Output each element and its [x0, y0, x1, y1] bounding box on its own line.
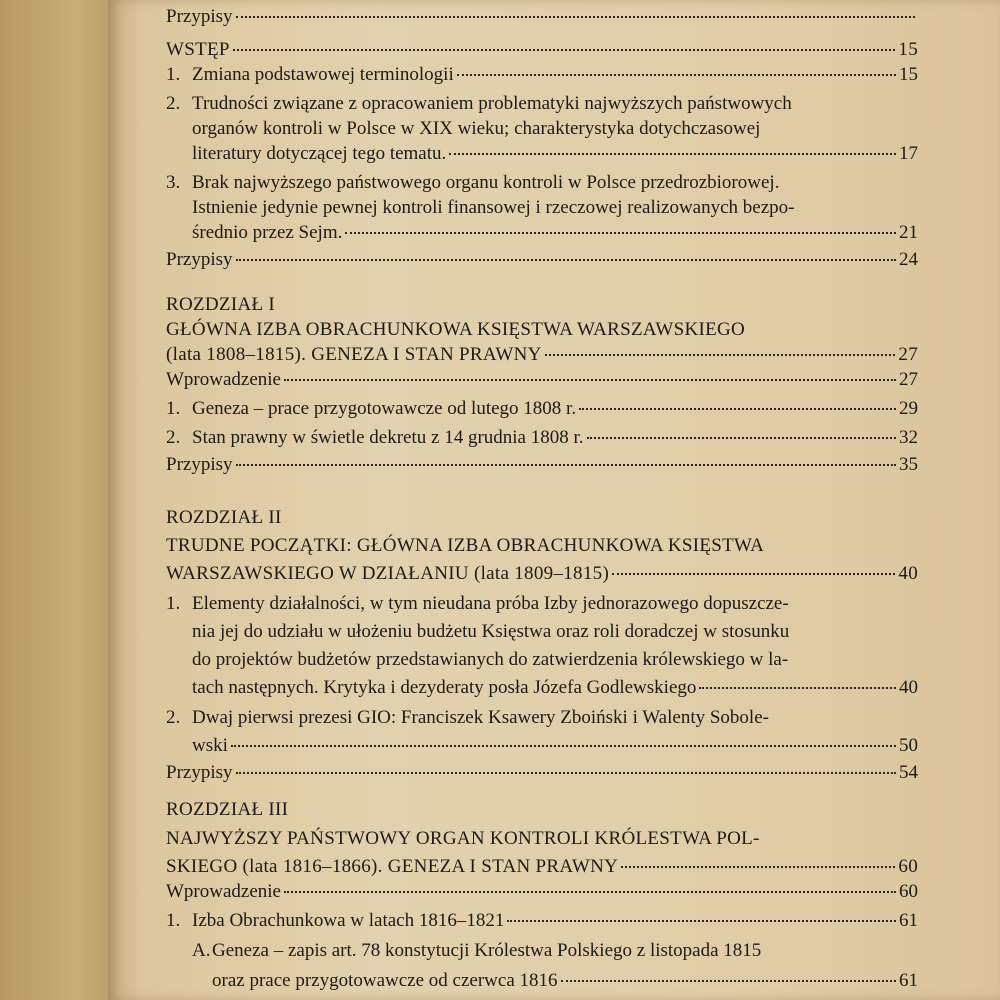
toc-entry-przypisy-wstep: Przypisy 24 [166, 249, 918, 270]
book-binding [0, 0, 108, 1000]
dot-leader [457, 74, 896, 76]
chapter-2-heading: ROZDZIAŁ II [166, 507, 282, 528]
dot-leader [587, 437, 896, 439]
dot-leader [236, 259, 897, 261]
chapter-2-title-line1: TRUDNE POCZĄTKI: GŁÓWNA IZBA OBRACHUNKOWA KSIĘSTWA [166, 535, 765, 556]
chapter-2-item-1-line2: nia jej do udziału w ułożeniu budżetu Księstwa oraz roli doradczej w stosunku [192, 621, 790, 642]
dot-leader [699, 687, 896, 689]
dot-leader [579, 408, 896, 410]
dot-leader [561, 980, 897, 982]
chapter-2-item-1-line1: 1. Elementy działalności, w tym nieudana próba Izby jednorazowego dopuszcze- [166, 593, 789, 614]
chapter-2-item-2-line1: 2. Dwaj pierwsi prezesi GIO: Franciszek Ksawery Zboiński i Walenty Sobole- [166, 707, 769, 728]
chapter-2-item-1-line4: tach następnych. Krytyka i dezyderaty posła Józefa Godlewskiego 40 [192, 677, 918, 698]
dot-leader [449, 153, 896, 155]
chapter-1-item-2: 2. Stan prawny w świetle dekretu z 14 grudnia 1808 r. 32 [166, 427, 918, 448]
toc-entry-przypisy-top: Przypisy [166, 4, 918, 29]
toc-entry-w3-line2: Istnienie jedynie pewnej kontroli finansowej i rzeczowej realizowanych bezpo- [192, 197, 795, 218]
chapter-2-przypisy: Przypisy 54 [166, 762, 918, 783]
toc-chapter-1 [166, 292, 918, 477]
dot-leader [507, 920, 896, 922]
chapter-1-title-line2: (lata 1808–1815). GENEZA I STAN PRAWNY 27 [166, 344, 918, 365]
dot-leader [345, 232, 896, 234]
dot-leader [236, 464, 897, 466]
toc-entry-w2-line3: literatury dotyczącej tego tematu. 17 [192, 143, 918, 164]
toc-chapter-3 [166, 797, 918, 993]
toc-section-wstep [166, 37, 918, 272]
chapter-1-przypisy: Przypisy 35 [166, 454, 918, 475]
chapter-2-title-line2: WARSZAWSKIEGO W DZIAŁANIU (lata 1809–1815) 40 [166, 563, 918, 584]
dot-leader [233, 49, 896, 51]
toc-section-top [166, 4, 918, 29]
chapter-1-item-1: 1. Geneza – prace przygotowawcze od lutego 1808 r. 29 [166, 398, 918, 419]
dot-leader [236, 772, 897, 774]
toc-entry-wstep: WSTĘP 15 [166, 39, 918, 60]
toc-entry-w1: 1. Zmiana podstawowej terminologii 15 [166, 64, 918, 85]
dot-leader [621, 866, 895, 868]
chapter-3-title-line2: SKIEGO (lata 1816–1866). GENEZA I STAN PRAWNY 60 [166, 856, 918, 877]
dot-leader [284, 379, 896, 381]
chapter-3-heading: ROZDZIAŁ III [166, 799, 289, 820]
chapter-1-wprowadzenie: Wprowadzenie 27 [166, 369, 918, 390]
toc-entry-w3-line3: średnio przez Sejm. 21 [192, 222, 918, 243]
chapter-3-title-line1: NAJWYŻSZY PAŃSTWOWY ORGAN KONTROLI KRÓLESTWA POL- [166, 828, 760, 849]
toc-entry-w2-line2: organów kontroli w Polsce w XIX wieku; charakterystyka dotychczasowej [192, 118, 761, 139]
chapter-1-heading: ROZDZIAŁ I [166, 294, 276, 315]
dot-leader [545, 354, 896, 356]
toc-chapter-2 [166, 505, 918, 785]
chapter-1-title-line1: GŁÓWNA IZBA OBRACHUNKOWA KSIĘSTWA WARSZAWSKIEGO [166, 319, 746, 340]
toc-entry-w2-line1: 2. Trudności związane z opracowaniem problematyki najwyższych państwowych [166, 93, 792, 114]
chapter-2-item-2-line2: wski 50 [192, 735, 918, 756]
toc-entry-w3-line1: 3. Brak najwyższego państwowego organu kontroli w Polsce przedrozbiorowej. [166, 172, 780, 193]
chapter-3-item-1a-line2: oraz prace przygotowawcze od czerwca 1816 61 [212, 970, 918, 991]
chapter-3-item-1a-line1: A.Geneza – zapis art. 78 konstytucji Królestwa Polskiego z listopada 1815 [192, 940, 762, 961]
chapter-2-item-1-line3: do projektów budżetów przedstawianych do zatwierdzenia królewskiego w la- [192, 649, 789, 670]
dot-leader [231, 745, 896, 747]
dot-leader [236, 16, 916, 18]
dot-leader [612, 573, 895, 575]
dot-leader [284, 891, 896, 893]
chapter-3-wprowadzenie: Wprowadzenie 60 [166, 881, 918, 902]
chapter-3-item-1: 1. Izba Obrachunkowa w latach 1816–1821 61 [166, 910, 918, 931]
